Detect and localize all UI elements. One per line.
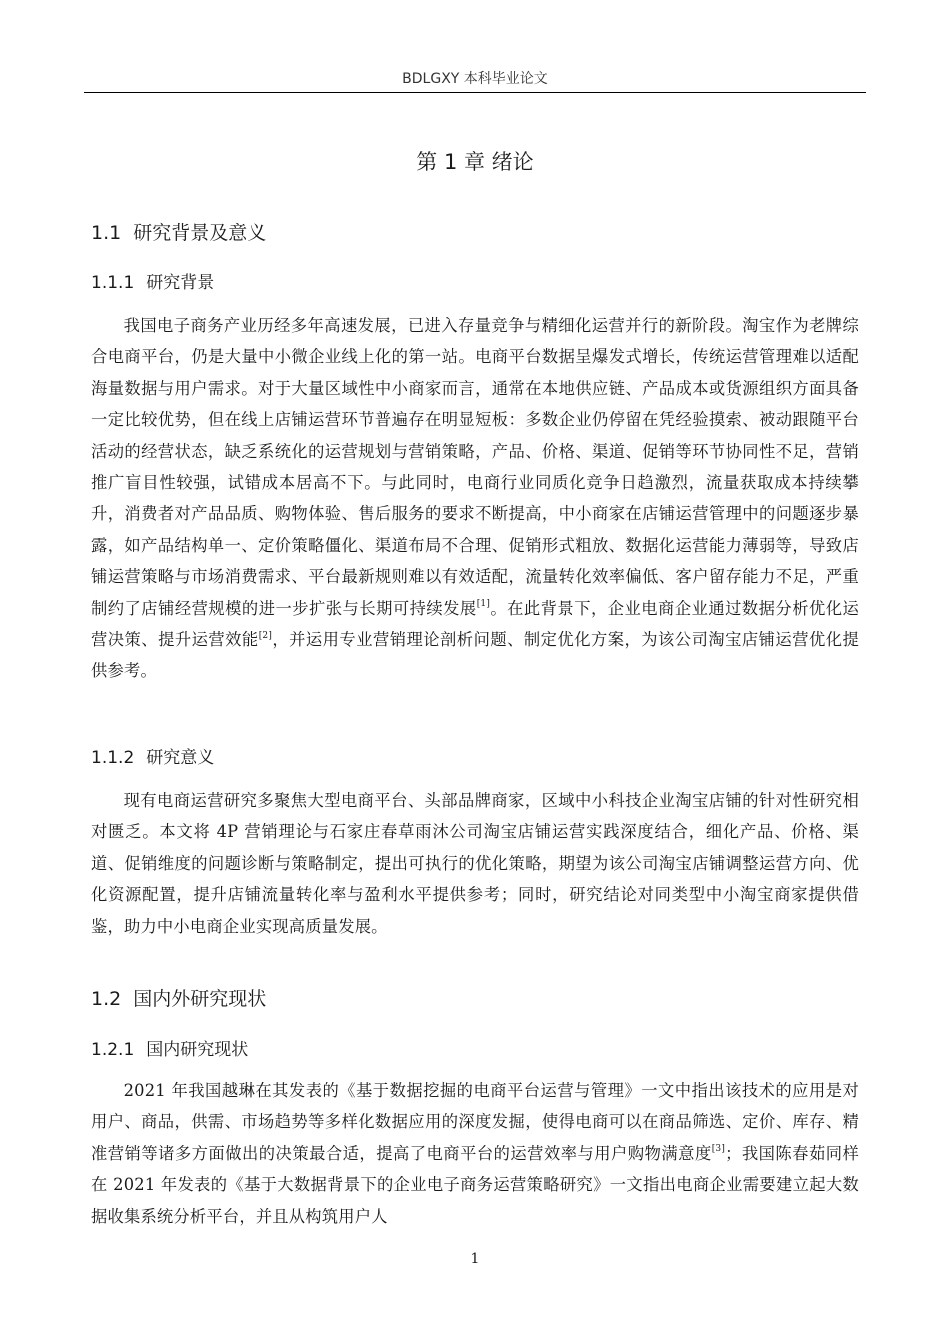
page-number: 1 [470,1251,480,1267]
section-heading-1-1-1 [91,271,214,295]
chapter-title: 第 1 章 绪论 [416,150,534,174]
citation-3: [3] [711,1144,726,1155]
header-rule [84,92,866,93]
citation-2: [2] [258,630,273,641]
section-heading-1-1-2 [91,746,214,770]
section-title: 研究意义 [146,748,215,768]
paragraph-text: 。在此背景下，企业电商企业通过数据分析优化运营决策、提升运营效能 [91,598,859,650]
section-heading-1-1 [91,220,266,246]
paragraph-text: ，并运用专业营销理论剖析问题、制定优化方案，为该公司淘宝店铺运营优化提供参考。 [91,630,859,681]
section-number: 1.1.1 [91,273,135,293]
paragraph-text: 2021 年我国越琳在其发表的《基于数据挖掘的电商平台运营与管理》一文中指出该技术的应用是对用户、商品，供需、市场趋势等多样化数据应用的深度发掘，使得电商可以在商品筛选、定价、库存、精准营销等诸多方面做出的决策最合适，提高了电商平台的运营效率与用户购物满意度 [91,1081,859,1163]
section-number: 1.2 [91,988,122,1010]
section-number: 1.2.1 [91,1040,135,1060]
section-heading-1-2 [91,986,266,1012]
section-title: 国内外研究现状 [133,988,267,1010]
section-heading-1-2-1 [91,1038,248,1062]
paragraph-domestic-research [91,1075,859,1232]
section-title: 国内研究现状 [146,1040,249,1060]
paragraph-research-background [91,310,859,687]
section-title: 研究背景 [146,273,215,293]
paragraph-text: ；我国陈春茹同样在 2021 年发表的《基于大数据背景下的企业电子商务运营策略研究》一文指出电商企业需要建立起大数据收集系统分析平台，并且从构筑用户人 [91,1143,859,1226]
paragraph-research-significance: 现有电商运营研究多聚焦大型电商平台、头部品牌商家，区域中小科技企业淘宝店铺的针对性研究相对匮乏。本文将 4P 营销理论与石家庄春草雨沐公司淘宝店铺运营实践深度结合，细化产品、价格、渠道、促销维度的问题诊断与策略制定，提出可执行的优化策略，期望为该公司淘宝店铺调整运营方向、优化资源配置，提升店铺流量转化率与盈利水平提供参考；同时，研究结论对同类型中小淘宝商家提供借鉴，助力中小电商企业实现高质量发展。 [91,791,859,936]
section-number: 1.1.2 [91,748,135,768]
citation-1: [1] [476,599,491,610]
running-header: BDLGXY 本科毕业论文 [402,71,548,87]
section-number: 1.1 [91,222,122,244]
section-title: 研究背景及意义 [133,222,267,244]
paragraph-text: 我国电子商务产业历经多年高速发展，已进入存量竞争与精细化运营并行的新阶段。淘宝作为老牌综合电商平台，仍是大量中小微企业线上化的第一站。电商平台数据呈爆发式增长，传统运营管理难以适配海量数据与用户需求。对于大量区域性中小商家而言，通常在本地供应链、产品成本或货源组织方面具备一定比较优势，但在线上店铺运营环节普遍存在明显短板：多数企业仍停留在凭经验摸索、被动跟随平台活动的经营状态，缺乏系统化的运营规划与营销策略，产品、价格、渠道、促销等环节协同性不足，营销推广盲目性较强，试错成本居高不下。与此同时，电商行业同质化竞争日趋激烈，流量获取成本持续攀升，消费者对产品品质、购物体验、售后服务的要求不断提高，中小商家在店铺运营管理中的问题逐步暴露，如产品结构单一、定价策略僵化、渠道布局不合理、促销形式粗放、数据化运营能力薄弱等，导致店铺运营策略与市场消费需求、平台最新规则难以有效适配，流量转化效率偏低、客户留存能力不足，严重制约了店铺经营规模的进一步扩张与长期可持续发展 [91,316,859,618]
